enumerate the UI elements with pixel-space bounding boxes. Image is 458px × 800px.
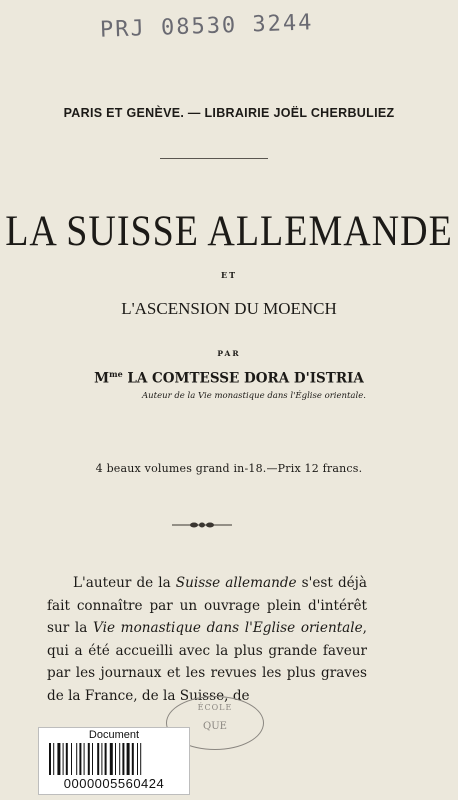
author-prefix-sup: me [109,369,123,379]
author-description [0,391,458,401]
barcode-title: Document [88,729,140,741]
publisher-line: PARIS ET GENÈVE. — LIBRAIRIE JOËL CHERBULIEZ [63,106,395,120]
body-italic-2: Vie monastique dans l'Eglise orientale [93,620,363,636]
body-text-3: , qui a été accueilli avec la plus grande faveur par les journaux et les revues les plus graves de la France, de la Suisse, de [47,620,367,704]
author-prefix: M [94,370,110,387]
author-name-text: LA COMTESSE DORA D'ISTRIA [122,370,364,387]
main-title: LA SUISSE ALLEMANDE [5,207,453,256]
barcode-icon [49,743,179,775]
ornament-divider [172,520,232,530]
stamp-text-right: QUE [203,721,227,732]
title-conjunction: ET [220,270,238,280]
body-italic-1: Suisse allemande [175,575,297,591]
barcode-label [38,727,190,795]
stamp-text-top: ÉCOLE [197,703,233,712]
barcode-number: 0000005560424 [63,776,165,791]
author-desc-before: Auteur de la [142,391,199,401]
edition-price: 4 beaux volumes grand in-18.—Prix 12 francs. [95,462,363,475]
subtitle: L'ASCENSION DU MOENCH [121,299,337,318]
body-paragraph [47,572,367,707]
shelfmark-annotation: PRJ 08530 3244 [99,10,314,43]
author-desc-work: Vie monastique dans l'Église orientale [198,391,364,401]
header-divider [160,158,268,159]
author-desc-after: . [363,391,366,401]
author-name [0,369,458,387]
body-text-2: s'est déjà fait connaître par un ouvrage plein d'intérêt sur la [47,575,368,636]
body-text-1: L'auteur de la [73,575,176,591]
by-label: PAR [217,349,241,358]
